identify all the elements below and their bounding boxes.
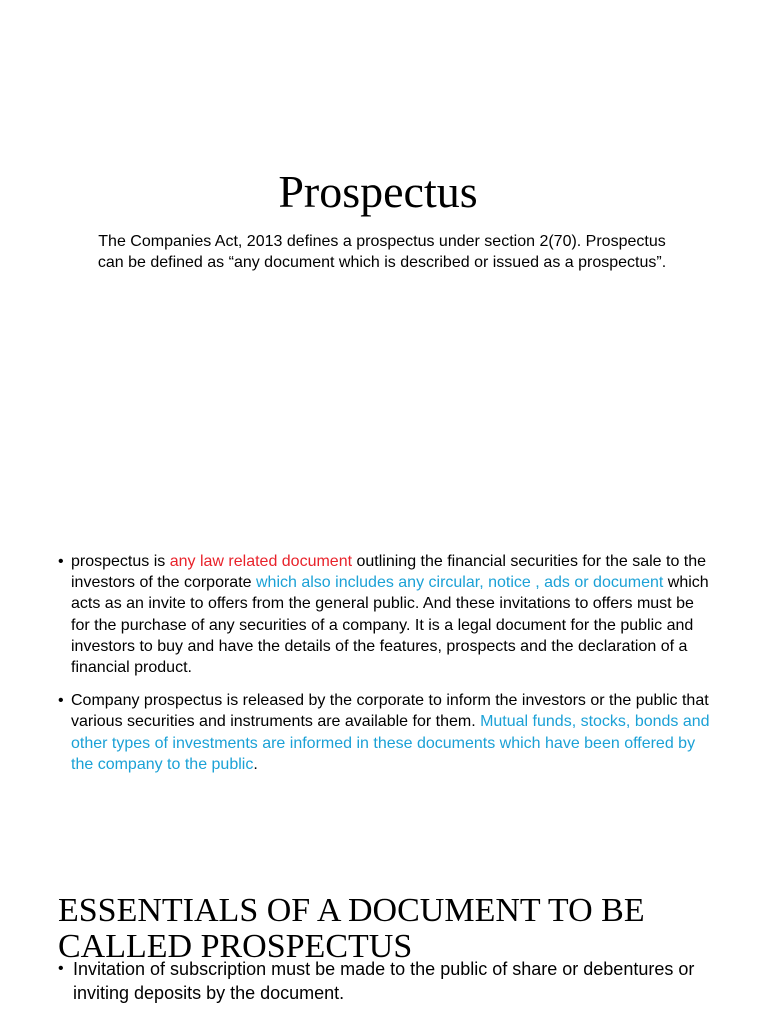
- bullet-marker: •: [58, 692, 64, 710]
- highlighted-blue-text: Mutual funds, stocks, bonds and other types of investments are informed in these documents which have been offered by the company to the public: [71, 713, 710, 773]
- slide-title: Prospectus: [278, 166, 478, 217]
- bullet-text-segment: Company prospectus is released by the corporate to inform the investors or the public that various securities and instruments are available for them.: [71, 692, 709, 731]
- bullet-item: [58, 957, 712, 1005]
- bullet-text: Invitation of subscription must be made to the public of share or debentures or inviting deposits by the document.: [73, 959, 695, 1003]
- slide-3-heading: ESSENTIALS OF A DOCUMENT TO BE CALLED PROSPECTUS: [58, 892, 645, 965]
- highlighted-red-text: any law related document: [169, 553, 353, 570]
- bullet-text-segment: outlining the financial securities for the sale to the investors of the corporate: [71, 553, 707, 592]
- bullet-text-segment: which acts as an invite to offers from the general public. And these invitations to offers must be for the purchase of any securities of a company. It is a legal document for the public and investors to buy and have the details of the features, prospects and the declaration of a financial product.: [71, 574, 709, 677]
- bullet-marker: •: [58, 960, 64, 977]
- bullet-marker: •: [58, 553, 64, 570]
- highlighted-blue-text: which also includes any circular, notice , ads or document: [255, 574, 664, 592]
- bullet-text-segment: prospectus is: [71, 553, 170, 570]
- slide-subtitle: The Companies Act, 2013 defines a prospectus under section 2(70). Prospectus can be defined as “any document which is described or issued as a prospectus”.: [97, 233, 667, 271]
- bullet-item: [58, 551, 712, 678]
- slide-2-bullet-list: [58, 551, 712, 787]
- bullet-item: [58, 690, 712, 775]
- slide-3-bullet-list: [58, 957, 712, 1005]
- bullet-text-segment: .: [253, 755, 258, 773]
